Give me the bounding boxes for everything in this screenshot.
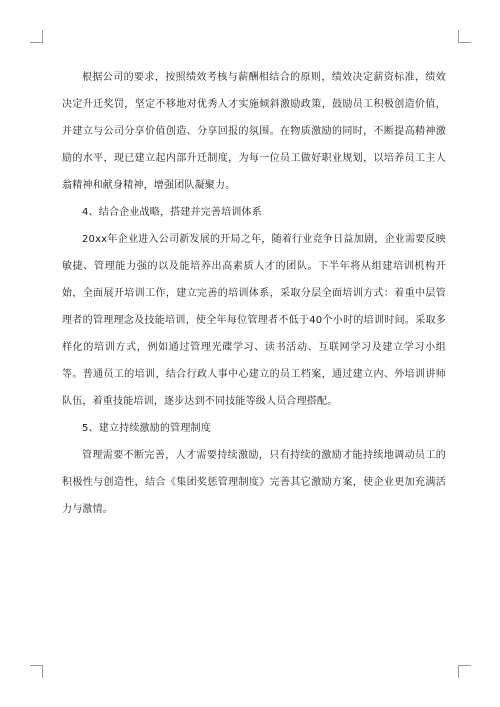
- section-heading-continuous-incentive: 5、建立持续激励的管理制度: [82, 423, 211, 434]
- paragraph-training-system: 20xx年企业进入公司新发展的开局之年，随着行业竞争日益加剧，企业需要反映敏捷、管理能力强的以及能培养出高素质人才的团队。下半年将从组建培训机构开始，全面展开培训工作，建立完善的培训体系，采取分层全面培训方式：着重中层管理者的管理理念及技能培训，使全年每位管理者不低于40个小时的培训时间。采取多样化的培训方式，例如通过管理光碟学习、读书活动、互联网学习及建立学习小组等。普通员工的培训，结合行政人事中心建立的员工档案，通过建立内、外培训讲师队伍，着重技能培训，逐步达到不同技能等级人员合理搭配。: [62, 234, 446, 407]
- crop-mark-bottom-left: [30, 665, 43, 678]
- crop-mark-bottom-right: [458, 665, 471, 678]
- section-heading-training: 4、结合企业战略，搭建并完善培训体系: [82, 207, 262, 218]
- document-body: [62, 64, 446, 523]
- paragraph-incentive-principles: 根据公司的要求，按照绩效考核与薪酬相结合的原则，绩效决定薪资标准，绩效决定升迁奖罚，坚定不移地对优秀人才实施倾斜激励政策，鼓励员工积极创造价值，并建立与公司分享价值创造、分享回报的氛围。在物质激励的同时，不断提高精神激励的水平，现已建立起内部升迁制度，为每一位员工做好职业规划，以培养员工主人翁精神和献身精神，增强团队凝聚力。: [62, 72, 446, 191]
- crop-mark-top-left: [30, 30, 43, 43]
- crop-mark-top-right: [458, 30, 471, 43]
- paragraph-continuous-incentive: 管理需要不断完善，人才需要持续激励，只有持续的激励才能持续地调动员工的积极性与创造性，结合《集团奖惩管理制度》完善其它激励方案，使企业更加充满活力与激情。: [62, 450, 446, 515]
